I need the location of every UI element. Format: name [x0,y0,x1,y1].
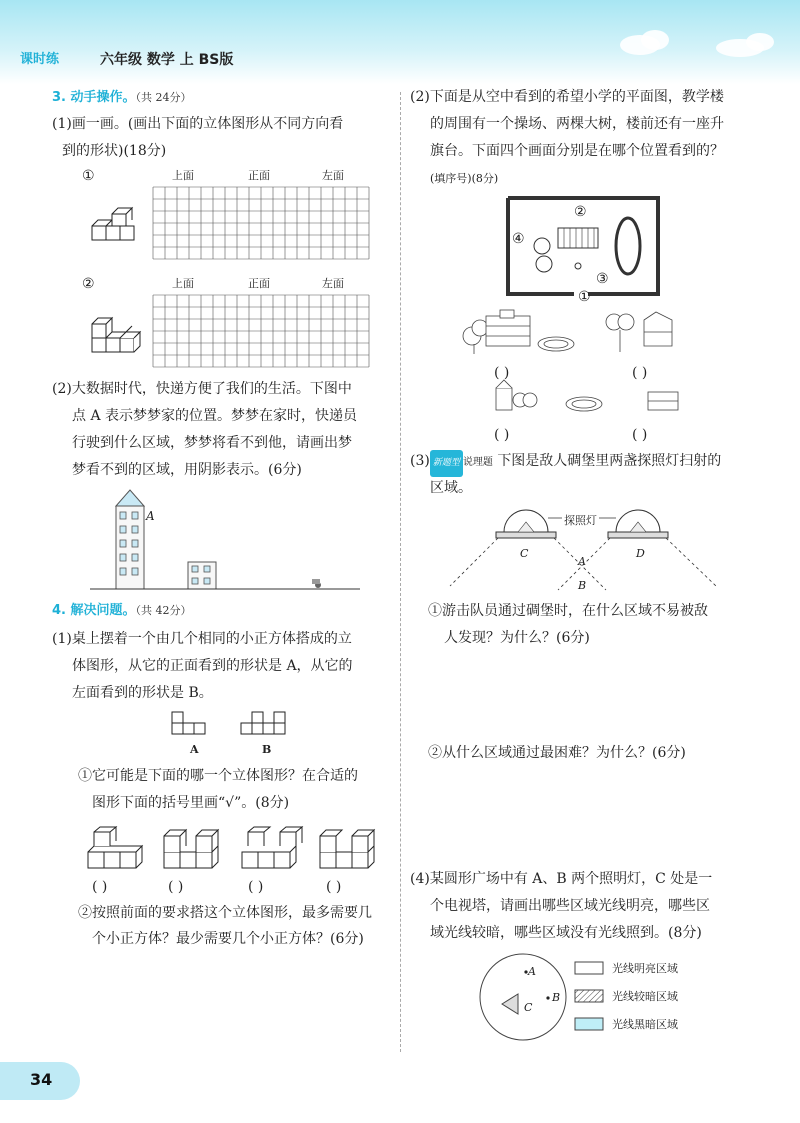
r-q2-line1: (2)下面是从空中看到的希望小学的平面图，教学楼 [410,89,724,105]
solid-options [84,826,384,878]
r-q2-line3: 旗台。下面四个画面分别是在哪个位置看到的？ [430,143,724,159]
r-q4-line3: 域光线较暗，哪些区域没有光线照到。(8分) [430,925,702,941]
view-pictures [456,308,686,420]
s3-q1-line1: (1)画一画。(画出下面的立体图形从不同方向看 [52,116,344,132]
s3-q1-line2: 到的形状)(18分) [62,143,167,159]
plaza-label-a: A [528,965,536,978]
view-answer-2[interactable]: ( ) [632,365,648,381]
r-q4-line1: (4)某圆形广场中有 A、B 两个照明灯，C 处是一 [410,871,713,887]
plan-position-3: ③ [596,271,609,287]
r-q3-sub1-line1: ①游击队员通过碉堡时，在什么区域不易被敌 [428,603,708,619]
page-number: 34 [30,1070,53,1089]
section4-heading: 4. 解决问题。（共 42分） [52,603,192,618]
plaza-label-b: B [552,991,561,1004]
plaza-label-c: C [524,1001,533,1014]
column-divider [400,92,401,1052]
book-title: 六年级 数学 上 BS版 [100,52,234,68]
legend-dim: 光线较暗区域 [612,990,678,1003]
answer-paren-4[interactable]: ( ) [326,879,342,895]
view-label-top: 上面 [172,169,194,182]
grid-paper-1 [152,186,370,266]
shape-label-a: A [190,743,199,756]
r-q3-sub2: ②从什么区域通过最困难？为什么？(6分) [428,745,686,761]
plan-position-1: ① [578,289,591,305]
r-q4-line2: 个电视塔，请画出哪些区域光线明亮，哪些区 [430,898,710,914]
s4-q1-sub2-line2: 个小正方体？最少需要几个小正方体？(6分) [92,931,364,947]
section3-heading: 3. 动手操作。（共 24分） [52,90,192,105]
cube-figure-1 [88,200,148,250]
view-label-front: 正面 [248,169,270,182]
view-answer-4[interactable]: ( ) [632,427,648,443]
region-label-b: B [578,579,587,592]
r-q3-sub1-line2: 人发现？为什么？(6分) [444,630,590,646]
r-q3-line2: 区域。 [430,480,472,496]
item-marker-2: ② [82,276,95,292]
region-label-c: C [520,547,529,560]
page-header [0,0,800,84]
s4-q1-line3: 左面看到的形状是 B。 [72,685,213,701]
brand-logo: 课时练 [20,52,60,67]
r-q3-line1: (3) 新题型 说理题 下图是敌人碉堡里两盏探照灯扫射的 [410,448,721,477]
cube-figure-2 [88,308,150,358]
s4-q1-line1: (1)桌上摆着一个由几个相同的小正方体搭成的立 [52,631,352,647]
view-shapes-ab [166,710,296,746]
answer-paren-2[interactable]: ( ) [168,879,184,895]
region-label-d: D [636,547,645,560]
point-a-label: A [146,509,155,523]
s4-q1-line2: 体图形，从它的正面看到的形状是 A，从它的 [72,658,353,674]
s4-q1-sub1-line1: ①它可能是下面的哪一个立体图形？在合适的 [78,768,358,784]
s4-q1-sub2-line1: ②按照前面的要求搭这个立体图形，最多需要几 [78,905,372,921]
view-answer-1[interactable]: ( ) [494,365,510,381]
s4-q1-sub1-line2: 图形下面的括号里画“√”。(8分) [92,795,290,811]
grid-paper-2 [152,294,370,374]
legend-bright: 光线明亮区域 [612,962,678,975]
view-label-front-2: 正面 [248,277,270,290]
s3-q2-line2: 点 A 表示梦梦家的位置。梦梦在家时，快递员 [72,408,358,424]
reasoning-badge: 说理题 [462,457,493,468]
shape-label-b: B [262,743,272,756]
answer-paren-3[interactable]: ( ) [248,879,264,895]
building-scene [90,484,370,594]
r-q2-line4: (填序号)(8分) [430,172,499,185]
new-question-badge: 新题型 [430,450,463,477]
s3-q2-line3: 行驶到什么区域，梦梦将看不到他，请画出梦 [72,435,352,451]
view-answer-3[interactable]: ( ) [494,427,510,443]
region-label-a: A [578,555,586,568]
item-marker-1: ① [82,168,95,184]
answer-paren-1[interactable]: ( ) [92,879,108,895]
view-label-left: 左面 [322,169,344,182]
s3-q2-line1: (2)大数据时代，快递方便了我们的生活。下图中 [52,381,352,397]
cloud-decoration [600,20,790,70]
plan-position-4: ④ [512,231,525,247]
plan-position-2: ② [574,204,587,220]
legend-dark: 光线黑暗区域 [612,1018,678,1031]
r-q2-line2: 的周围有一个操场、两棵大树，楼前还有一座升 [430,116,724,132]
view-label-left-2: 左面 [322,277,344,290]
searchlight-label: 探照灯 [562,507,599,534]
s3-q2-line4: 梦看不到的区域，用阴影表示。(6分) [72,462,302,478]
legend-swatches [574,960,606,1036]
view-label-top-2: 上面 [172,277,194,290]
